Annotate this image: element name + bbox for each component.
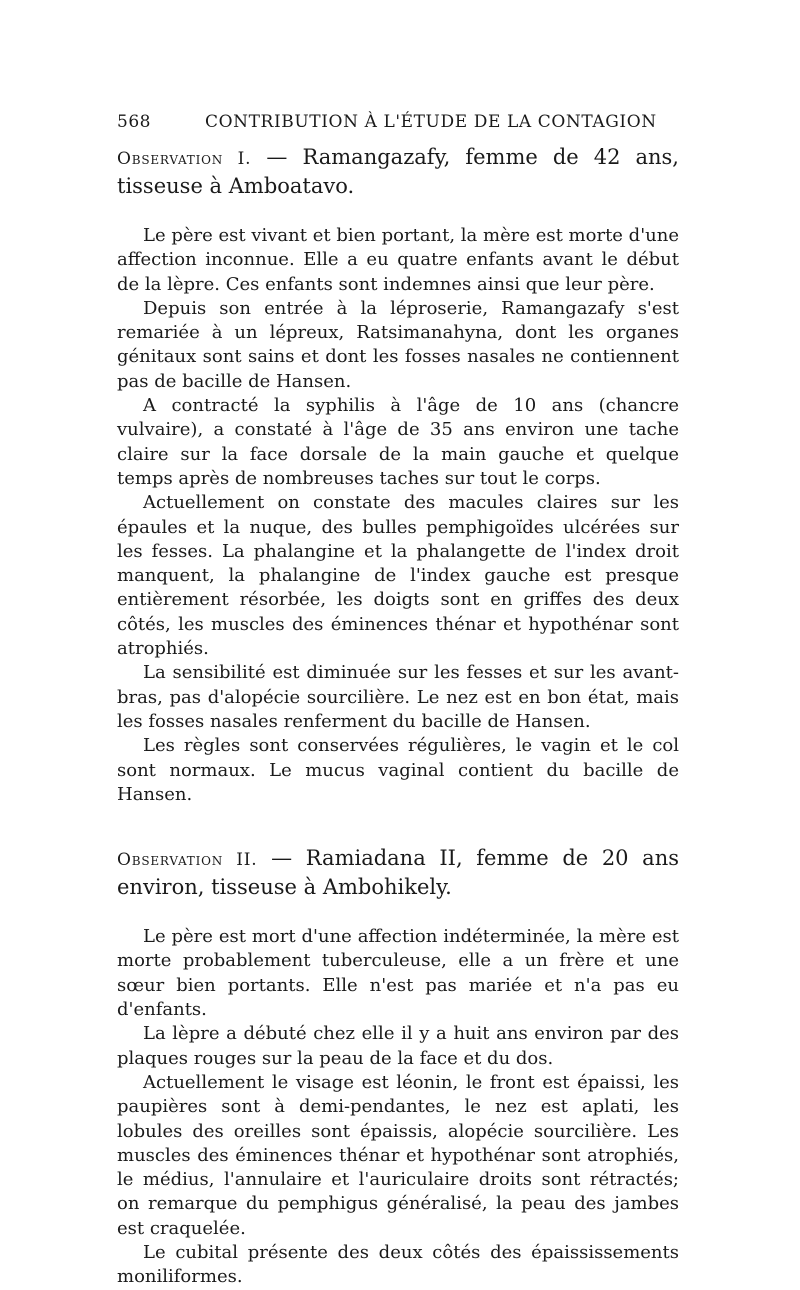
observation-1: [117, 144, 679, 807]
page-number: 568: [117, 112, 151, 132]
observation-heading: [117, 144, 679, 200]
running-head: [117, 112, 679, 132]
paragraph: Les règles sont conservées régulières, le vagin et le col sont normaux. Le mucus vaginal contient du bacille de Hansen.: [117, 735, 679, 805]
heading-dash: —: [251, 145, 303, 169]
paragraph: Actuellement le visage est léonin, le front est épaissi, les paupières sont à demi-pendantes, le nez est aplati, les lobules des oreilles sont épaissis, alopécie sourcilière. Les muscles des éminences thénar et hypothénar sont atrophiés, le médius, l'annulaire et l'auriculaire droits sont rétractés; on remarque du pemphigus généralisé, la peau des jambes est craquelée.: [117, 1071, 679, 1239]
observation-title: Ramiadana II, femme de 20 ans environ, tisseuse à Ambohikely.: [117, 846, 679, 900]
paragraph: Le père est vivant et bien portant, la mère est morte d'une affection inconnue. Elle a eu quatre enfants avant le début de la lèpre. Ces enfants sont indemnes ainsi que leur père.: [117, 225, 679, 295]
observation-title: Ramangazafy, femme de 42 ans, tisseuse à Amboatavo.: [117, 145, 679, 198]
book-page: [117, 112, 679, 1290]
observation-heading: [117, 845, 679, 901]
paragraph: A contracté la syphilis à l'âge de 10 ans (chancre vulvaire), a constaté à l'âge de 35 ans environ une tache claire sur la face dorsale de la main gauche et quelque temps après de nombreuses taches sur tout le corps.: [117, 395, 679, 489]
running-title: CONTRIBUTION À L'ÉTUDE DE LA CONTAGION: [205, 112, 657, 132]
observation-label: Observation II.: [117, 850, 258, 871]
paragraph: La lèpre a débuté chez elle il y a huit ans environ par des plaques rouges sur la peau de la face et du dos.: [117, 1023, 679, 1069]
paragraph: Le père est mort d'une affection indéterminée, la mère est morte probablement tuberculeuse, elle a un frère et une sœur bien portants. Elle n'est pas mariée et n'a pas eu d'enfants.: [117, 926, 679, 1021]
paragraph: Le cubital présente des deux côtés des épaississements moniliformes.: [117, 1241, 679, 1288]
paragraph: Actuellement on constate des macules claires sur les épaules et la nuque, des bulles pemphigoïdes ulcérées sur les fesses. La phalangine et la phalangette de l'index droit manquent, la phalangine de l'index gauche est presque entièrement résorbée, les doigts sont en griffes des deux côtés, les muscles des éminences thénar et hypothénar sont atrophiés.: [117, 492, 679, 660]
paragraph: Depuis son entrée à la léproserie, Ramangazafy s'est remariée à un lépreux, Ratsimanahyna, dont les organes génitaux sont sains et dont les fosses nasales ne contiennent pas de bacille de Hansen.: [117, 297, 679, 392]
observation-2: [117, 845, 679, 1289]
observation-label: Observation I.: [117, 149, 252, 169]
heading-dash: —: [257, 846, 306, 871]
paragraph: La sensibilité est diminuée sur les fesses et sur les avant-bras, pas d'alopécie sourcilière. Le nez est en bon état, mais les fosses nasales renferment du bacille de Hansen.: [117, 662, 679, 732]
